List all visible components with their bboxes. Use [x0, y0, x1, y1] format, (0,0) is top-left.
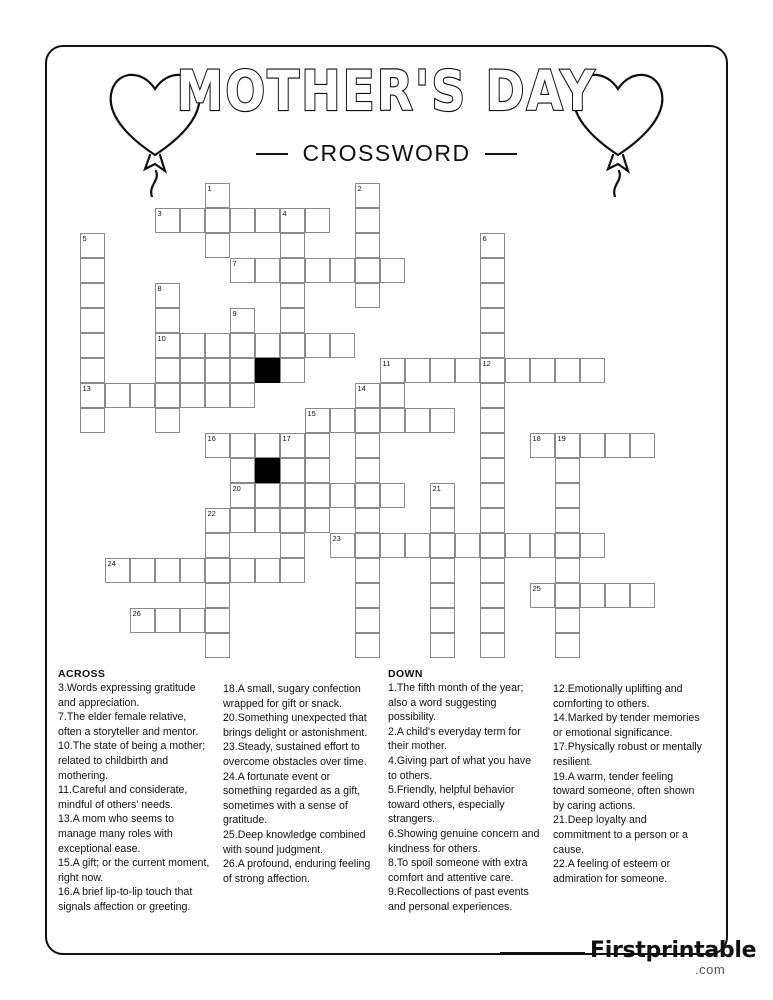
clue-item: 13.A mom who seems to manage many roles with exceptional ease.	[58, 813, 174, 855]
grid-cell[interactable]	[555, 508, 580, 533]
grid-cell[interactable]	[305, 508, 330, 533]
grid-cell[interactable]	[130, 558, 155, 583]
grid-cell[interactable]	[255, 433, 280, 458]
clue-item: 21.Deep loyalty and commitment to a person or a cause.	[553, 814, 688, 856]
grid-cell[interactable]	[605, 583, 630, 608]
grid-cell[interactable]	[155, 558, 180, 583]
grid-cell[interactable]	[205, 433, 230, 458]
grid-cell[interactable]	[230, 358, 255, 383]
grid-cell[interactable]	[205, 358, 230, 383]
clue-item: 18.A small, sugary confection wrapped for gift or snack.	[223, 683, 361, 710]
clue-item: 20.Something unexpected that brings delight or astonishment.	[223, 712, 368, 739]
grid-cell[interactable]	[430, 633, 455, 658]
grid-cell[interactable]	[430, 583, 455, 608]
cell-number: 25	[532, 584, 541, 593]
grid-cell[interactable]	[530, 583, 555, 608]
clue-item: 14.Marked by tender memories or emotional significance.	[553, 712, 700, 739]
grid-cell[interactable]	[580, 433, 605, 458]
grid-cell[interactable]	[255, 258, 280, 283]
clue-item: 8.To spoil someone with extra comfort and attentive care.	[388, 857, 528, 884]
clue-item: 2.A child's everyday term for their mother.	[388, 725, 521, 753]
grid-cell[interactable]	[380, 258, 405, 283]
grid-cell[interactable]	[280, 483, 305, 508]
grid-cell[interactable]	[155, 283, 180, 308]
grid-cell[interactable]	[305, 458, 330, 483]
grid-cell[interactable]	[230, 433, 255, 458]
grid-cell[interactable]	[280, 458, 305, 483]
down-heading: DOWN	[388, 668, 423, 680]
grid-cell[interactable]	[355, 458, 380, 483]
grid-cell[interactable]	[105, 383, 130, 408]
cell-number: 13	[82, 384, 91, 393]
grid-cell[interactable]	[205, 333, 230, 358]
grid-cell[interactable]	[480, 358, 505, 383]
header	[45, 45, 728, 180]
clue-item: 11.Careful and considerate, mindful of others' needs.	[58, 784, 188, 811]
grid-cell[interactable]	[480, 383, 505, 408]
grid-cell[interactable]	[280, 208, 305, 233]
grid-cell[interactable]	[205, 508, 230, 533]
clue-item: 24.A fortunate event or something regarded as a gift, sometimes with a sense of gratitude.	[223, 770, 361, 827]
grid-cell[interactable]	[305, 483, 330, 508]
cell-number: 17	[282, 434, 291, 443]
grid-cell[interactable]	[80, 233, 105, 258]
down-column-2	[553, 668, 718, 948]
clue-item: 15.A gift; or the current moment, right now.	[58, 857, 210, 884]
grid-cell[interactable]	[480, 633, 505, 658]
clue-item: 22.A feeling of esteem or admiration for someone.	[553, 858, 671, 885]
grid-cell[interactable]	[230, 383, 255, 408]
grid-cell[interactable]	[480, 308, 505, 333]
subtitle-row	[45, 140, 728, 167]
grid-cell[interactable]	[380, 408, 405, 433]
grid-cell[interactable]	[305, 208, 330, 233]
grid-cell[interactable]	[405, 533, 430, 558]
cell-number: 12	[482, 359, 491, 368]
grid-cell[interactable]	[255, 558, 280, 583]
grid-cell[interactable]	[380, 483, 405, 508]
clue-item: 19.A warm, tender feeling toward someone, often shown by caring actions.	[553, 770, 695, 812]
grid-cell[interactable]	[280, 308, 305, 333]
cell-number: 5	[82, 234, 87, 243]
grid-cell[interactable]	[230, 258, 255, 283]
cell-number: 19	[557, 434, 566, 443]
grid-cell[interactable]	[355, 633, 380, 658]
grid-cell[interactable]	[355, 483, 380, 508]
grid-cell[interactable]	[430, 508, 455, 533]
grid-cell[interactable]	[280, 533, 305, 558]
grid-cell[interactable]	[330, 408, 355, 433]
grid-cell[interactable]	[205, 183, 230, 208]
grid-cell[interactable]	[230, 483, 255, 508]
grid-cell[interactable]	[205, 608, 230, 633]
grid-cell[interactable]	[430, 358, 455, 383]
grid-cell[interactable]	[480, 433, 505, 458]
grid-cell[interactable]	[480, 483, 505, 508]
grid-cell[interactable]	[405, 408, 430, 433]
grid-cell[interactable]	[480, 408, 505, 433]
grid-cell[interactable]	[155, 608, 180, 633]
grid-cell[interactable]	[355, 558, 380, 583]
grid-cell[interactable]	[355, 183, 380, 208]
grid-cell[interactable]	[580, 533, 605, 558]
grid-cell[interactable]	[280, 283, 305, 308]
cell-number: 22	[207, 509, 216, 518]
grid-cell[interactable]	[455, 533, 480, 558]
page-title: MOTHER'S DAY	[176, 59, 597, 124]
grid-cell[interactable]	[80, 383, 105, 408]
grid-block-cell	[255, 458, 280, 483]
clue-item: 5.Friendly, helpful behavior toward others, especially strangers.	[388, 784, 515, 826]
grid-cell[interactable]	[480, 608, 505, 633]
grid-cell[interactable]	[205, 633, 230, 658]
grid-cell[interactable]	[480, 258, 505, 283]
grid-cell[interactable]	[480, 533, 505, 558]
cell-number: 2	[357, 184, 362, 193]
cell-number: 4	[282, 209, 287, 218]
grid-cell[interactable]	[355, 283, 380, 308]
crossword-grid[interactable]	[80, 183, 700, 663]
across-column-2-spacer	[223, 668, 376, 681]
grid-cell[interactable]	[355, 208, 380, 233]
grid-cell[interactable]	[505, 533, 530, 558]
down-column-1	[388, 668, 553, 948]
grid-cell[interactable]	[230, 458, 255, 483]
grid-cell[interactable]	[255, 208, 280, 233]
grid-cell[interactable]	[80, 408, 105, 433]
grid-cell[interactable]	[80, 333, 105, 358]
grid-cell[interactable]	[355, 233, 380, 258]
grid-cell[interactable]	[280, 358, 305, 383]
cell-number: 9	[232, 309, 237, 318]
cell-number: 24	[107, 559, 116, 568]
grid-cell[interactable]	[530, 533, 555, 558]
clue-item: 4.Giving part of what you have to others.	[388, 754, 532, 782]
grid-cell[interactable]	[180, 208, 205, 233]
grid-cell[interactable]	[280, 258, 305, 283]
grid-cell[interactable]	[380, 533, 405, 558]
grid-cell[interactable]	[155, 208, 180, 233]
clue-item: 10.The state of being a mother; related to childbirth and mothering.	[58, 740, 206, 782]
grid-cell[interactable]	[330, 483, 355, 508]
grid-cell[interactable]	[480, 583, 505, 608]
clue-item: 25.Deep knowledge combined with sound judgment.	[223, 828, 366, 856]
clue-item: 16.A brief lip-to-lip touch that signals affection or greeting.	[58, 886, 193, 913]
grid-cell[interactable]	[205, 558, 230, 583]
grid-cell[interactable]	[355, 583, 380, 608]
cell-number: 20	[232, 484, 241, 493]
cell-number: 6	[482, 234, 487, 243]
grid-cell[interactable]	[555, 533, 580, 558]
grid-cell[interactable]	[230, 508, 255, 533]
grid-cell[interactable]	[180, 558, 205, 583]
across-heading: ACROSS	[58, 668, 106, 680]
subtitle-rule-left	[256, 153, 288, 155]
grid-cell[interactable]	[380, 358, 405, 383]
cell-number: 1	[207, 184, 212, 193]
subtitle: CROSSWORD	[302, 140, 471, 166]
cell-number: 10	[157, 334, 166, 343]
cell-number: 18	[532, 434, 541, 443]
grid-cell[interactable]	[155, 333, 180, 358]
grid-cell[interactable]	[180, 608, 205, 633]
grid-cell[interactable]	[430, 558, 455, 583]
grid-cell[interactable]	[630, 583, 655, 608]
grid-cell[interactable]	[605, 433, 630, 458]
clue-item: 26.A profound, enduring feeling of strong affection.	[223, 858, 371, 885]
brand-name: Firstprintable	[590, 938, 757, 963]
grid-cell[interactable]	[555, 358, 580, 383]
grid-cell[interactable]	[480, 333, 505, 358]
grid-cell[interactable]	[255, 333, 280, 358]
clue-item: 12.Emotionally uplifting and comforting to others.	[553, 683, 683, 710]
grid-cell[interactable]	[430, 533, 455, 558]
grid-cell[interactable]	[355, 608, 380, 633]
clue-item: 7.The elder female relative, often a storyteller and mentor.	[58, 711, 199, 738]
cell-number: 8	[157, 284, 162, 293]
grid-cell[interactable]	[205, 533, 230, 558]
cell-number: 14	[357, 384, 366, 393]
grid-cell[interactable]	[480, 458, 505, 483]
grid-cell[interactable]	[180, 383, 205, 408]
across-column-2	[223, 668, 388, 948]
clue-list	[58, 668, 718, 948]
grid-cell[interactable]	[230, 333, 255, 358]
cell-number: 16	[207, 434, 216, 443]
grid-cell[interactable]	[555, 458, 580, 483]
cell-number: 11	[382, 359, 391, 368]
subtitle-rule-right	[485, 153, 517, 155]
across-column-1	[58, 668, 223, 948]
grid-cell[interactable]	[80, 308, 105, 333]
grid-cell[interactable]	[355, 408, 380, 433]
grid-cell[interactable]	[555, 608, 580, 633]
down-column-2-spacer	[553, 668, 706, 681]
grid-block-cell	[255, 358, 280, 383]
grid-cell[interactable]	[305, 408, 330, 433]
cell-number: 23	[332, 534, 341, 543]
grid-cell[interactable]	[280, 333, 305, 358]
grid-cell[interactable]	[80, 358, 105, 383]
grid-cell[interactable]	[355, 258, 380, 283]
grid-cell[interactable]	[130, 608, 155, 633]
grid-cell[interactable]	[430, 408, 455, 433]
grid-cell[interactable]	[555, 633, 580, 658]
grid-cell[interactable]	[280, 558, 305, 583]
grid-cell[interactable]	[230, 308, 255, 333]
grid-cell[interactable]	[155, 383, 180, 408]
clue-item: 6.Showing genuine concern and kindness for others.	[388, 827, 540, 855]
grid-cell[interactable]	[330, 333, 355, 358]
grid-cell[interactable]	[155, 408, 180, 433]
grid-cell[interactable]	[330, 533, 355, 558]
grid-cell[interactable]	[480, 558, 505, 583]
grid-cell[interactable]	[130, 383, 155, 408]
grid-cell[interactable]	[555, 433, 580, 458]
grid-cell[interactable]	[80, 283, 105, 308]
cell-number: 3	[157, 209, 162, 218]
clue-item: 1.The fifth month of the year; also a word suggesting possibility.	[388, 682, 524, 724]
footer	[45, 930, 757, 985]
grid-cell[interactable]	[505, 358, 530, 383]
grid-cell[interactable]	[255, 483, 280, 508]
grid-cell[interactable]	[80, 258, 105, 283]
grid-cell[interactable]	[180, 333, 205, 358]
cell-number: 7	[232, 259, 237, 268]
grid-cell[interactable]	[580, 358, 605, 383]
grid-cell[interactable]	[630, 433, 655, 458]
grid-cell[interactable]	[105, 558, 130, 583]
grid-cell[interactable]	[305, 333, 330, 358]
grid-cell[interactable]	[355, 533, 380, 558]
grid-cell[interactable]	[205, 208, 230, 233]
grid-cell[interactable]	[280, 508, 305, 533]
cell-number: 26	[132, 609, 141, 618]
grid-cell[interactable]	[155, 358, 180, 383]
grid-cell[interactable]	[355, 508, 380, 533]
grid-cell[interactable]	[530, 433, 555, 458]
grid-cell[interactable]	[230, 208, 255, 233]
grid-cell[interactable]	[480, 283, 505, 308]
clue-item: 3.Words expressing gratitude and appreciation.	[58, 682, 196, 709]
grid-cell[interactable]	[255, 508, 280, 533]
grid-cell[interactable]	[205, 233, 230, 258]
grid-cell[interactable]	[280, 433, 305, 458]
grid-cell[interactable]	[230, 558, 255, 583]
grid-cell[interactable]	[355, 383, 380, 408]
grid-cell[interactable]	[205, 383, 230, 408]
grid-cell[interactable]	[180, 358, 205, 383]
grid-cell[interactable]	[305, 258, 330, 283]
footer-rule	[500, 952, 585, 955]
clue-item: 23.Steady, sustained effort to overcome obstacles over time.	[223, 741, 367, 768]
clue-item: 17.Physically robust or mentally resilient.	[553, 741, 702, 768]
grid-cell[interactable]	[530, 358, 555, 383]
grid-cell[interactable]	[355, 433, 380, 458]
grid-cell[interactable]	[430, 483, 455, 508]
grid-cell[interactable]	[480, 508, 505, 533]
grid-cell[interactable]	[405, 358, 430, 383]
grid-cell[interactable]	[205, 583, 230, 608]
grid-cell[interactable]	[305, 433, 330, 458]
clue-item: 9.Recollections of past events and personal experiences.	[388, 886, 529, 913]
grid-cell[interactable]	[555, 583, 580, 608]
grid-cell[interactable]	[555, 558, 580, 583]
cell-number: 21	[432, 484, 441, 493]
grid-cell[interactable]	[480, 233, 505, 258]
grid-cell[interactable]	[455, 358, 480, 383]
grid-cell[interactable]	[555, 483, 580, 508]
grid-cell[interactable]	[330, 258, 355, 283]
grid-cell[interactable]	[155, 308, 180, 333]
grid-cell[interactable]	[280, 233, 305, 258]
cell-number: 15	[307, 409, 316, 418]
grid-cell[interactable]	[580, 583, 605, 608]
brand-tld: .com	[695, 962, 726, 977]
grid-cell[interactable]	[430, 608, 455, 633]
grid-cell[interactable]	[380, 383, 405, 408]
